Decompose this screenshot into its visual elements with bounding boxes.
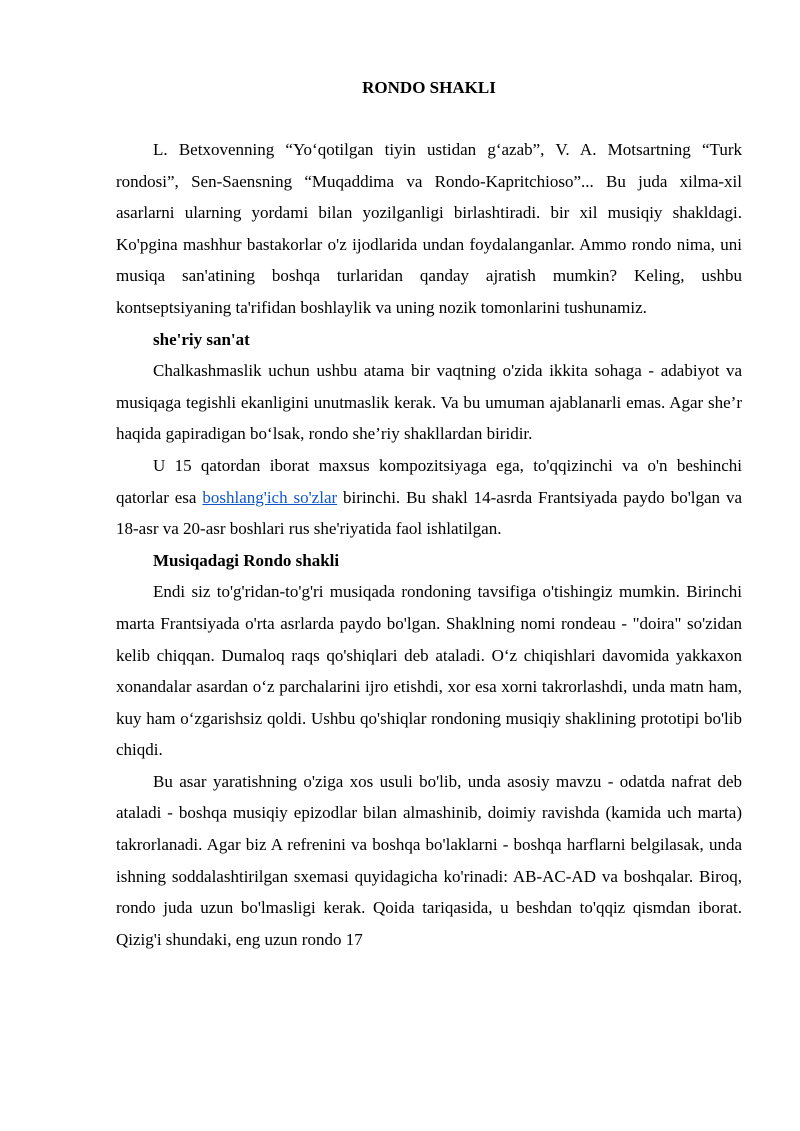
paragraph-rondo-form: Bu asar yaratishning o'ziga xos usuli bo'lib, unda asosiy mavzu - odatda nafrat deb ataladi - boshqa musiqiy epizodlar bilan almashinib, doimiy ravishda (kamida uch marta) takrorlanadi. Agar biz A refrenini va boshqa bo'laklarni - boshqa harflarni belgilasak, unda ishning soddalashtirilgan sxemasi quyidagicha ko'rinadi: AB-AC-AD va boshqalar. Biroq, rondo juda uzun bo'lmasligi kerak. Qoida tariqasida, u beshdan to'qqiz qismdan iborat. Qizig'i shundaki, eng uzun rondo 17 <box>116 771 742 949</box>
paragraph-structure-text-before: U 15 qatordan iborat maxsus kompozitsiyaga ega, to'qqizinchi va o'n beshinchi qatorlar esa <box>116 455 742 507</box>
section-heading-poetic-art: she'riy san'at <box>153 329 250 349</box>
paragraph-intro: L. Betxovenning “Yo‘qotilgan tiyin ustidan g‘azab”, V. A. Motsartning “Turk rondosi”, Sen-Saensning “Muqaddima va Rondo-Kapritchioso”... Bu juda xilma-xil asarlarni ularning yordami bilan yozilganligi birlashtiradi. bir xil musiqiy shakldagi. Ko'pgina mashhur bastakorlar o'z ijodlarida undan foydalanganlar. Ammo rondo nima, uni musiqa san'atining boshqa turlaridan qanday ajratish mumkin? Keling, ushbu kontseptsiyaning ta'rifidan boshlaylik va uning nozik tomonlarini tushunamiz. <box>116 140 742 317</box>
paragraph-structure <box>116 450 742 545</box>
initial-words-link[interactable]: boshlang'ich so'zlar <box>202 487 338 507</box>
section-heading-rondo-in-music: Musiqadagi Rondo shakli <box>153 550 340 570</box>
paragraph-poetic-art: Chalkashmaslik uchun ushbu atama bir vaqtning o'zida ikkita sohaga - adabiyot va musiqaga tegishli ekanligini unutmaslik kerak. Va bu umuman ajablanarli emas. Agar she’r haqida gapiradigan bo‘lsak, rondo she’riy shakllardan biridir. <box>116 361 742 444</box>
document-title: RONDO SHAKLI <box>362 78 496 97</box>
paragraph-structure-text-after: birinchi. Bu shakl 14-asrda Frantsiyada paydo bo'lgan va 18-asr va 20-asr boshlari rus she'riyatida faol ishlatilgan. <box>116 487 742 539</box>
document-page <box>116 72 742 955</box>
paragraph-rondo-origin: Endi siz to'g'ridan-to'g'ri musiqada rondoning tavsifiga o'tishingiz mumkin. Birinchi marta Frantsiyada o'rta asrlarda paydo bo'lgan. Shaklning nomi rondeau - "doira" so'zidan kelib chiqqan. Dumaloq raqs qo'shiqlari deb ataladi. O‘z chiqishlari davomida yakkaxon xonandalar asardan o‘z parchalarini ijro etishdi, xor esa xorni takrorlashdi, unda matn ham, kuy ham o‘zgarishsiz qoldi. Ushbu qo'shiqlar rondoning musiqiy shaklining prototipi bo'lib chiqdi. <box>116 582 742 760</box>
